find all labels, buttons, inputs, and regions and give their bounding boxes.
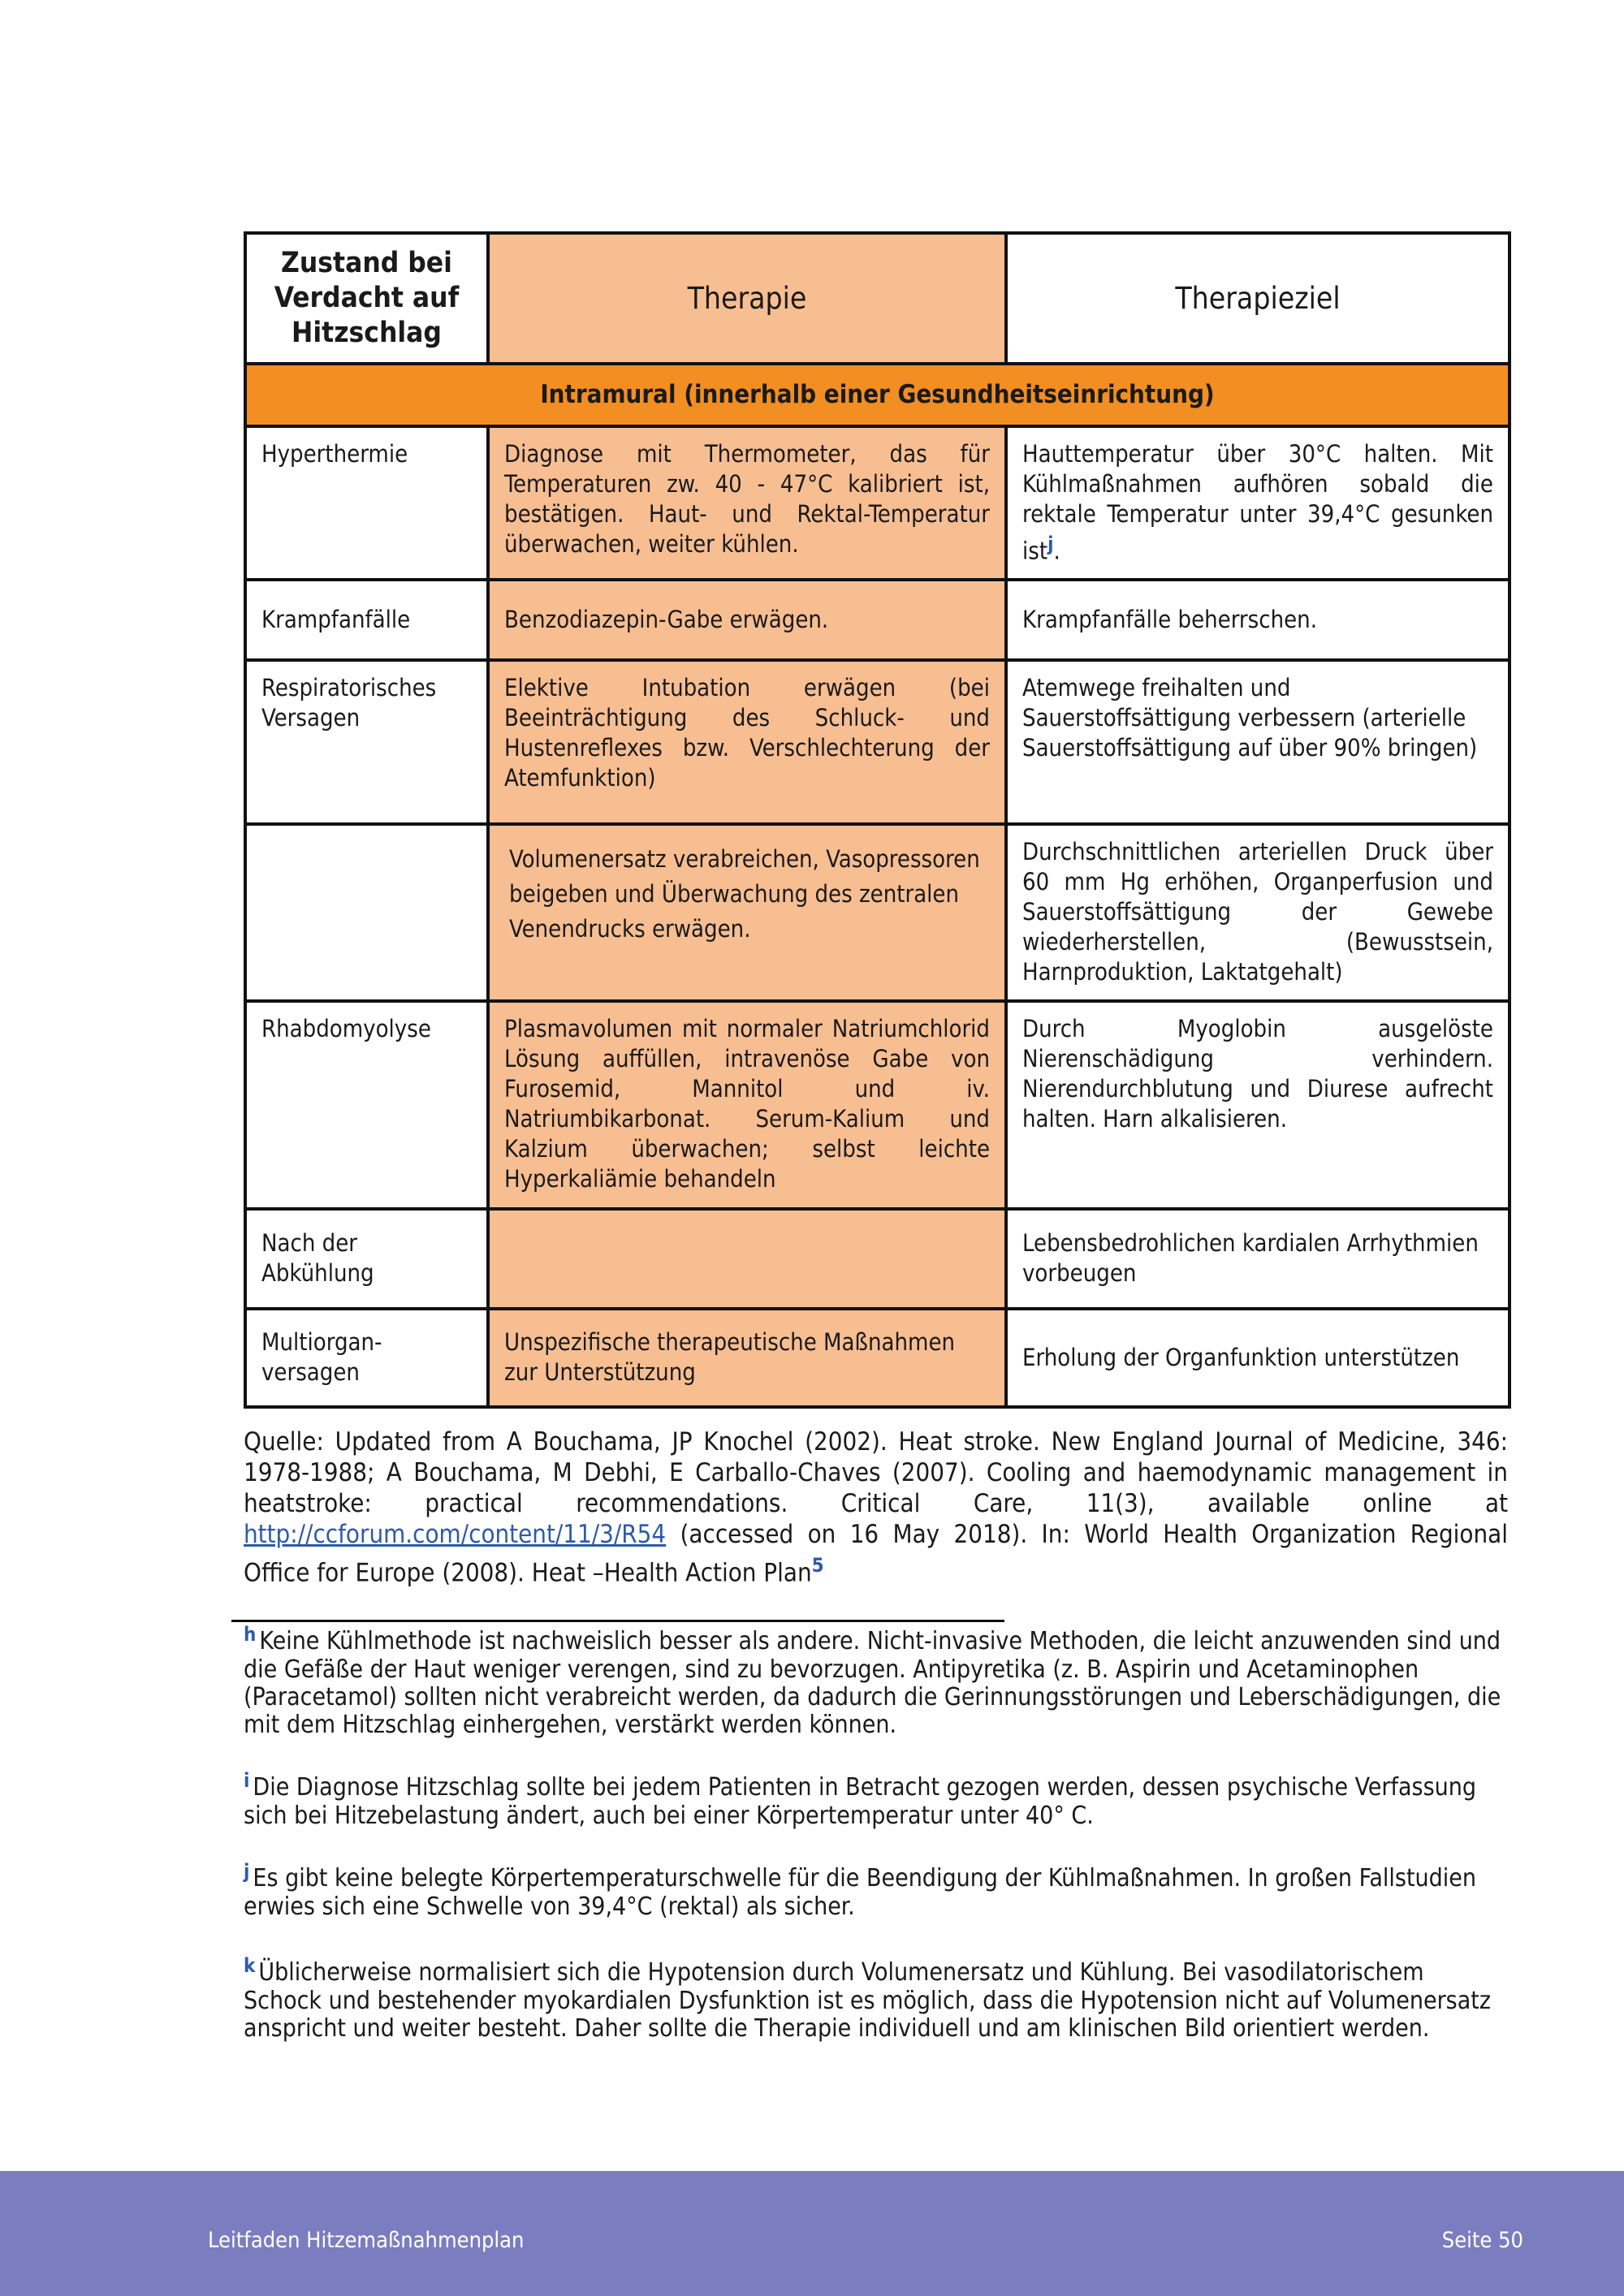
footnote-k (244, 1954, 1508, 2043)
footnote-mark: h (244, 1623, 257, 1646)
zustand-cell: Rhabdomyolyse (245, 1001, 488, 1209)
table-row (245, 580, 1510, 660)
table-row (245, 824, 1510, 1001)
footnote-mark: k (244, 1954, 256, 1977)
ziel-text: Hauttemperatur über 30°C halten. Mit Kühlmaßnahmen aufhören sobald die rektale Temperatur unter 39,4°C gesunken ist (1022, 440, 1493, 565)
ziel-cell: Durch Myoglobin ausgelöste Nierenschädigung verhindern. Nierendurchblutung und Diurese aufrecht halten. Harn alkalisieren. (1006, 1001, 1510, 1209)
ziel-cell (1006, 426, 1510, 580)
header-zustand: Zustand bei Verdacht auf Hitzschlag (245, 233, 488, 364)
zustand-cell: Nach der Abkühlung (245, 1209, 488, 1309)
therapie-cell: Benzodiazepin-Gabe erwägen. (488, 580, 1006, 660)
header-therapie: Therapie (488, 233, 1006, 364)
heatstroke-therapy-table (244, 231, 1511, 1409)
footnote-ref[interactable]: j (1047, 533, 1054, 555)
source-citation (244, 1426, 1508, 1588)
footer-title: Leitfaden Hitzemaßnahmenplan (208, 2228, 525, 2253)
therapie-cell: Volumenersatz verabreichen, Vasopressoren beigeben und Überwachung des zentralen Venendrucks erwägen. (488, 824, 1006, 1001)
footnote-divider (231, 1620, 1004, 1622)
page-number: Seite 50 (1441, 2228, 1523, 2253)
footnote-mark: j (244, 1860, 250, 1883)
table-row (245, 1001, 1510, 1209)
footnote-text: Es gibt keine belegte Körpertemperaturschwelle für die Beendigung der Kühlmaßnahmen. In großen Fallstudien erwies sich eine Schwelle von 39,4°C (rektal) als sicher. (244, 1864, 1477, 1921)
zustand-cell (245, 824, 488, 1001)
source-ref[interactable]: 5 (811, 1554, 824, 1577)
table-header-row (245, 233, 1510, 364)
ziel-end: . (1053, 537, 1060, 565)
footnote-i (244, 1769, 1508, 1830)
source-text-2: (accessed on 16 May 2018). In: World Health Organization Regional Office for Europe (2008). Heat –Health Action Plan (244, 1520, 1508, 1588)
therapie-cell: Diagnose mit Thermometer, das für Temperaturen zw. 40 - 47°C kalibriert ist, bestätigen. Haut- und Rektal-Temperatur überwachen, weiter kühlen. (488, 426, 1006, 580)
source-text: Quelle: Updated from A Bouchama, JP Knochel (2002). Heat stroke. New England Journal of Medicine, 346: 1978-1988; A Bouchama, M Debhi, E Carballo-Chaves (2007). Cooling and haemodynamic management in heatstroke: practical recommendations. Critical Care, 11(3), available online at (244, 1427, 1508, 1518)
ziel-cell: Durchschnittlichen arteriellen Druck über 60 mm Hg erhöhen, Organperfusion und Sauerstoffsättigung der Gewebe wiederherstellen, (Bewusstsein, Harnproduktion, Laktatgehalt) (1006, 824, 1510, 1001)
table-row (245, 1309, 1510, 1407)
footnote-h (244, 1623, 1508, 1739)
footnote-mark: i (244, 1769, 250, 1792)
ziel-cell: Erholung der Organfunktion unterstützen (1006, 1309, 1510, 1407)
footnote-j (244, 1860, 1508, 1921)
zustand-cell: Respiratorisches Versagen (245, 660, 488, 824)
ziel-cell: Krampfanfälle beherrschen. (1006, 580, 1510, 660)
table-row (245, 1209, 1510, 1309)
ziel-cell: Lebensbedrohlichen kardialen Arrhythmien vorbeugen (1006, 1209, 1510, 1309)
section-intramural: Intramural (innerhalb einer Gesundheitseinrichtung) (245, 364, 1510, 426)
therapie-cell: Elektive Intubation erwägen (bei Beeinträchtigung des Schluck- und Hustenreflexes bzw. Verschlechterung der Atemfunktion) (488, 660, 1006, 824)
footnote-text: Die Diagnose Hitzschlag sollte bei jedem Patienten in Betracht gezogen werden, dessen psychische Verfassung sich bei Hitzebelastung ändert, auch bei einer Körpertemperatur unter 40° C. (244, 1773, 1477, 1830)
zustand-cell: Hyperthermie (245, 426, 488, 580)
section-row (245, 364, 1510, 426)
zustand-cell: Krampfanfälle (245, 580, 488, 660)
therapie-cell (488, 1209, 1006, 1309)
therapie-cell: Plasmavolumen mit normaler Natriumchlorid Lösung auffüllen, intravenöse Gabe von Furosemid, Mannitol und iv. Natriumbikarbonat. Serum-Kalium und Kalzium überwachen; selbst leichte Hyperkaliämie behandeln (488, 1001, 1006, 1209)
page-footer (0, 2171, 1624, 2296)
ziel-cell: Atemwege freihalten und Sauerstoffsättigung verbessern (arterielle Sauerstoffsättigung auf über 90% bringen) (1006, 660, 1510, 824)
footnote-text: Üblicherweise normalisiert sich die Hypotension durch Volumenersatz und Kühlung. Bei vasodilatorischem Schock und bestehender myokardialen Dysfunktion ist es möglich, dass die Hypotension nicht auf Volumenersatz anspricht und weiter besteht. Daher sollte die Therapie individuell und am klinischen Bild orientiert werden. (244, 1958, 1492, 2043)
therapie-cell: Unspezifische therapeutische Maßnahmen zur Unterstützung (488, 1309, 1006, 1407)
footnote-text: Keine Kühlmethode ist nachweislich besser als andere. Nicht-invasive Methoden, die leicht anzuwenden sind und die Gefäße der Haut weniger verengen, sind zu bevorzugen. Antipyretika (z. B. Aspirin und Acetaminophen (Paracetamol) sollten nicht verabreicht werden, da dadurch die Gerinnungsstörungen und Leberschädigungen, die mit dem Hitzschlag einhergehen, verstärkt werden können. (244, 1627, 1501, 1739)
source-link[interactable]: http://ccforum.com/content/11/3/R54 (244, 1520, 667, 1549)
table-row (245, 660, 1510, 824)
table-row (245, 426, 1510, 580)
header-therapieziel: Therapieziel (1006, 233, 1510, 364)
zustand-cell: Multiorgan-versagen (245, 1309, 488, 1407)
